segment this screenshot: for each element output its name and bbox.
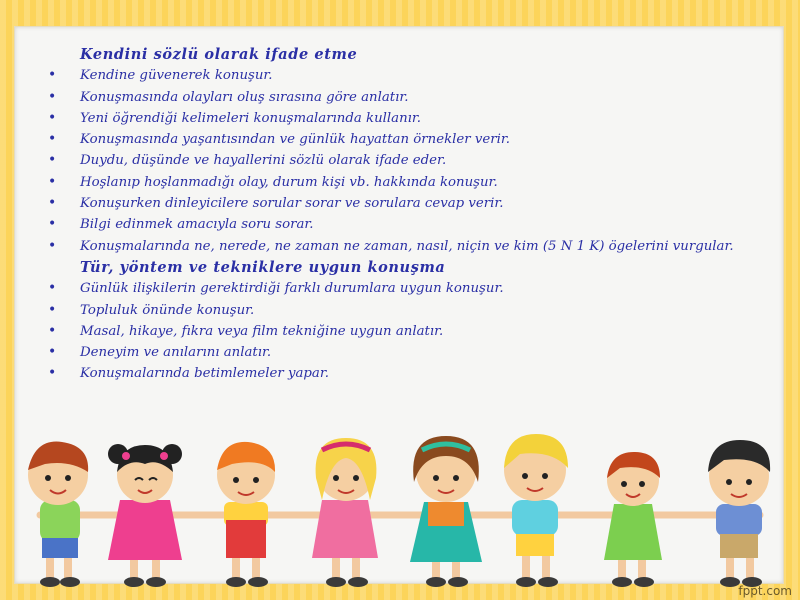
bullet-icon: • (48, 131, 57, 148)
list-item: • Bilgi edinmek amacıyla soru sorar. (48, 214, 768, 235)
section-heading-2: Tür, yöntem ve tekniklere uygun konuşma (80, 258, 446, 276)
bullet-icon: • (48, 67, 57, 84)
slide-content (48, 44, 768, 385)
bullet-icon: • (48, 322, 57, 339)
list-item: • Konuşmalarında ne, nerede, ne zaman ne zaman, nasıl, niçin ve kim (5 N 1 K) ögelerini vurgular. (48, 236, 768, 257)
bullet-icon: • (48, 195, 57, 212)
bullet-icon: • (48, 365, 57, 382)
bullet-icon: • (48, 280, 57, 297)
bullet-icon: • (48, 173, 57, 190)
list-item: • Konuşmasında olayları oluş sırasına göre anlatır. (48, 87, 768, 108)
bullet-icon: • (48, 216, 57, 233)
list-item: • Hoşlanıp hoşlanmadığı olay, durum kişi vb. hakkında konuşur. (48, 172, 768, 193)
bullet-icon: • (48, 344, 57, 361)
child-figure-2 (108, 444, 182, 587)
list-item: • Kendine güvenerek konuşur. (48, 65, 768, 86)
bullet-icon: • (48, 88, 57, 105)
bullet-list-1 (48, 65, 768, 257)
child-figure-3 (217, 442, 275, 587)
bullet-list-2 (48, 278, 768, 384)
list-item: • Günlük ilişkilerin gerektirdiği farklı durumlara uygun konuşur. (48, 278, 768, 299)
list-item: • Konuşmasında yaşantısından ve günlük hayattan örnekler verir. (48, 129, 768, 150)
list-item: • Konuşurken dinleyicilere sorular sorar ve sorulara cevap verir. (48, 193, 768, 214)
bullet-icon: • (48, 109, 57, 126)
section-heading-1: Kendini sözlü olarak ifade etme (80, 46, 358, 63)
bullet-icon: • (48, 237, 57, 254)
list-item: • Masal, hikaye, fıkra veya film tekniğine uygun anlatır. (48, 321, 768, 342)
list-item: • Deneyim ve anılarını anlatır. (48, 342, 768, 363)
child-figure-7 (604, 452, 662, 587)
brand-watermark: fppt.com (738, 584, 792, 598)
child-figure-4 (312, 438, 378, 587)
child-figure-6 (504, 434, 568, 587)
bullet-icon: • (48, 301, 57, 318)
children-illustration (0, 420, 800, 600)
list-item: • Topluluk önünde konuşur. (48, 300, 768, 321)
list-item: • Konuşmalarında betimlemeler yapar. (48, 363, 768, 384)
list-item: • Duydu, düşünde ve hayallerini sözlü olarak ifade eder. (48, 150, 768, 171)
list-item: • Yeni öğrendiği kelimeleri konuşmalarında kullanır. (48, 108, 768, 129)
bullet-icon: • (48, 152, 57, 169)
child-figure-8 (708, 440, 770, 587)
